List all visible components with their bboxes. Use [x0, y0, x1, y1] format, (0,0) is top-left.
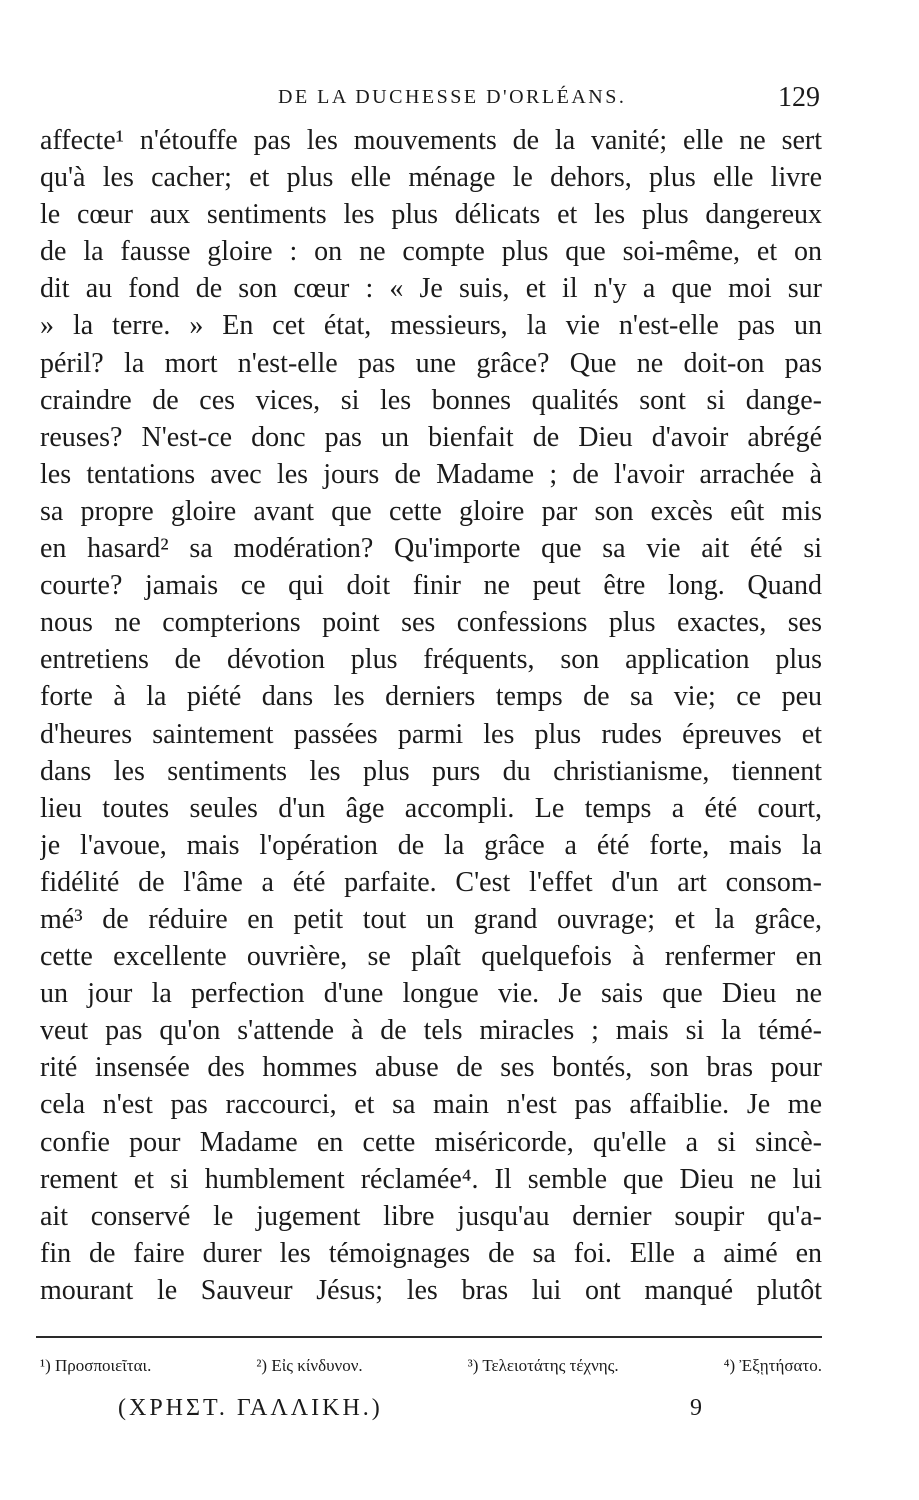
footnote — [468, 1356, 619, 1376]
body-text — [40, 122, 822, 1309]
text-line: ait conservé le jugement libre jusqu'au dernier soupir qu'a- — [40, 1200, 822, 1232]
text-line: forte à la piété dans les derniers temps de sa vie; ce peu — [40, 681, 822, 713]
text-line: mourant le Sauveur Jésus; les bras lui ont manqué plutôt — [40, 1274, 822, 1306]
text-line: rement et si humblement réclamée⁴. Il semble que Dieu ne lui — [40, 1163, 822, 1195]
text-line: cette excellente ouvrière, se plaît quelquefois à renfermer en — [40, 941, 822, 973]
footnotes — [40, 1356, 822, 1376]
text-line: en hasard² sa modération? Qu'importe que sa vie ait été si — [40, 533, 822, 565]
footnote — [256, 1356, 362, 1376]
text-line: entretiens de dévotion plus fréquents, son application plus — [40, 644, 822, 676]
page-number: 129 — [778, 82, 820, 113]
footnote-mark: ³) — [467, 1356, 479, 1375]
text-line: mé³ de réduire en petit tout un grand ouvrage; et la grâce, — [40, 903, 822, 935]
footnote-text: Προσποιεῖται. — [55, 1356, 152, 1375]
text-line: nous ne compterions point ses confessions plus exactes, ses — [40, 607, 822, 639]
signature-line — [40, 1395, 822, 1435]
text-line: craindre de ces vices, si les bonnes qualités sont si dange- — [40, 384, 822, 416]
text-line: reuses? N'est-ce donc pas un bienfait de Dieu d'avoir abrégé — [40, 421, 822, 453]
text-line: courte? jamais ce qui doit finir ne peut être long. Quand — [40, 570, 822, 602]
footnote-text: Ἐξῃτήσατο. — [739, 1356, 822, 1375]
text-line: fidélité de l'âme a été parfaite. C'est l'effet d'un art consom- — [40, 866, 822, 898]
text-line: veut pas qu'on s'attende à de tels miracles ; mais si la témé- — [40, 1015, 822, 1047]
footnote — [724, 1356, 822, 1376]
footnote-mark: ²) — [256, 1356, 268, 1375]
footnote-mark: ⁴) — [723, 1356, 736, 1375]
text-line: je l'avoue, mais l'opération de la grâce a été forte, mais la — [40, 829, 822, 861]
text-line: rité insensée des hommes abuse de ses bontés, son bras pour — [40, 1052, 822, 1084]
signature-number: 9 — [690, 1395, 702, 1421]
signature-mark: (ΧΡΗΣΤ. ΓΑΛΛΙΚΗ.) — [118, 1395, 383, 1421]
text-line: affecte¹ n'étouffe pas les mouvements de la vanité; elle ne sert — [40, 125, 822, 156]
footnote — [40, 1356, 151, 1376]
text-line: fin de faire durer les témoignages de sa foi. Elle a aimé en — [40, 1237, 822, 1269]
text-line: qu'à les cacher; et plus elle ménage le dehors, plus elle livre — [40, 162, 822, 194]
text-line: d'heures saintement passées parmi les plus rudes épreuves et — [40, 718, 822, 750]
text-line: les tentations avec les jours de Madame ; de l'avoir arrachée à — [40, 458, 822, 490]
text-line: sa propre gloire avant que cette gloire par son excès eût mis — [40, 495, 822, 527]
footnote-text: Τελειοτάτης τέχνης. — [482, 1356, 619, 1375]
footnote-text: Εἰς κίνδυνον. — [271, 1356, 363, 1375]
text-line: confie pour Madame en cette miséricorde, qu'elle a si sincè- — [40, 1126, 822, 1158]
text-line: » la terre. » En cet état, messieurs, la vie n'est-elle pas un — [40, 310, 822, 342]
text-line: dit au fond de son cœur : « Je suis, et il n'y a que moi sur — [40, 273, 822, 305]
text-line: péril? la mort n'est-elle pas une grâce? Que ne doit-on pas — [40, 347, 822, 379]
text-line: dans les sentiments les plus purs du christianisme, tiennent — [40, 755, 822, 787]
running-head: DE LA DUCHESSE D'ORLÉANS. — [278, 86, 627, 108]
footnote-divider — [36, 1336, 822, 1338]
text-line: de la fausse gloire : on ne compte plus que soi-même, et on — [40, 236, 822, 268]
text-line: le cœur aux sentiments les plus délicats et les plus dangereux — [40, 199, 822, 231]
page-header — [40, 84, 820, 114]
footnote-mark: ¹) — [40, 1356, 51, 1375]
text-line: lieu toutes seules d'un âge accompli. Le temps a été court, — [40, 792, 822, 824]
text-line: cela n'est pas raccourci, et sa main n'est pas affaiblie. Je me — [40, 1089, 822, 1121]
text-line: un jour la perfection d'une longue vie. Je sais que Dieu ne — [40, 978, 822, 1010]
